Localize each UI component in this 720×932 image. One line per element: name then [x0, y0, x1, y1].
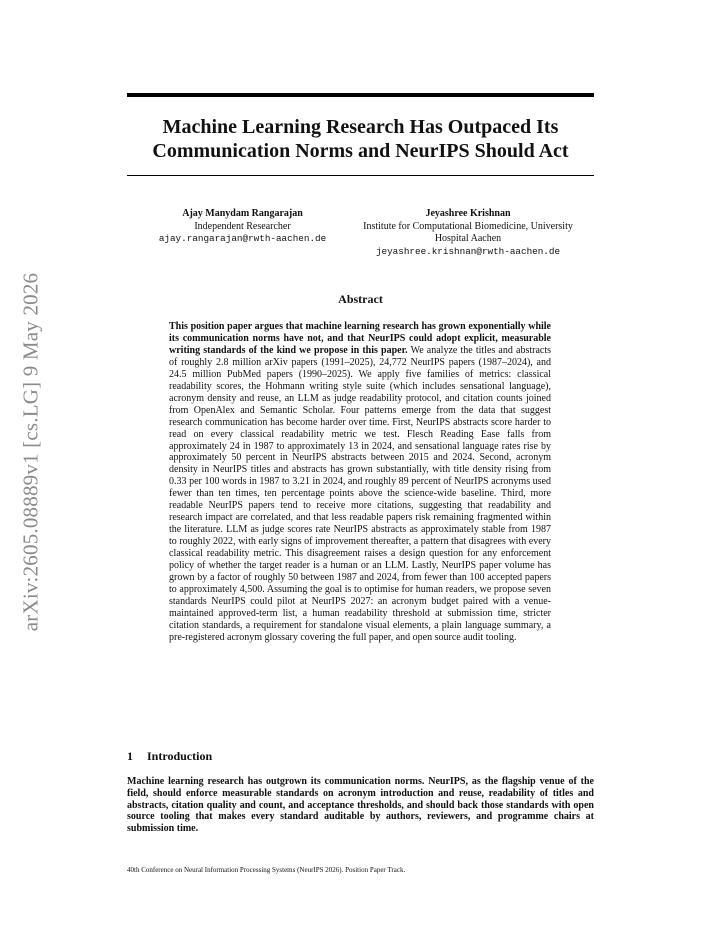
title-top-rule [127, 93, 594, 97]
arxiv-identifier-stamp [16, 262, 46, 642]
author-email[interactable]: jeyashree.krishnan@rwth-aachen.de [375, 245, 561, 257]
section-number: 1 [127, 749, 133, 763]
author-email[interactable]: ajay.rangarajan@rwth-aachen.de [158, 233, 327, 244]
introduction-body: Machine learning research has outgrown its communication norms. NeurIPS, as the flagship venue of the field, should enforce measurable standards on acronym introduction and reuse, readability of titles and abstracts, citation quality and count, and acceptance thresholds, and should back those standards with open source tooling that makes every standard auditable by authors, reviewers, and programme chairs at submission time. [127, 776, 594, 835]
section-heading-introduction [127, 749, 594, 764]
abstract-heading: Abstract [338, 292, 383, 306]
author-block-2 [358, 208, 578, 258]
author-affiliation: Independent Researcher [194, 220, 291, 232]
title-bottom-rule [127, 175, 594, 176]
conference-footnote: 40th Conference on Neural Information Processing Systems (NeurIPS 2026). Position Paper Track. [127, 866, 406, 874]
author-name: Ajay Manydam Rangarajan [182, 208, 303, 219]
arxiv-identifier-text: arXiv:2605.08889v1 [cs.LG] 9 May 2026 [18, 272, 43, 632]
abstract-text: We analyze the titles and abstracts of roughly 2.8 million arXiv papers (1991–2025), 24,772 NeurIPS papers (1987–2024), and 24.5 million PubMed papers (1990–2025). We apply five families of metrics: classical readability scores, the Hohmann writing style suite (which includes sensational language), acronym density and reuse, an LLM as judge readability protocol, and citation counts joined from OpenAlex and Semantic Scholar. Four patterns emerge from the data that suggest research communication has become harder over time. First, NeurIPS abstracts score harder to read on every classical readability metric we test. Flesch Reading Ease falls from approximately 24 in 1987 to approximately 13 in 2024, and sensational language rates rise by approximately 50 percent in NeurIPS abstracts between 2015 and 2024. Second, acronym density in NeurIPS titles and abstracts has grown substantially, with title density rising from 0.33 per 100 words in 1987 to 3.21 in 2024, and roughly 89 percent of NeurIPS acronyms used fewer than ten times, ten percentage points above the science-wide baseline. Third, more readable NeurIPS papers tend to receive more citations, suggesting that readability and research impact are correlated, and that less readable papers risk remaining fragmented within the literature. LLM as judge scores rate NeurIPS abstracts as approximately stable from 1987 to roughly 2022, with early signs of improvement thereafter, a pattern that disagrees with every classical readability metric. This disagreement raises a design question for any enforcement policy of whether the target reader is a human or an LLM. Lastly, NeurIPS paper volume has grown by a factor of roughly 50 between 1987 and 2024, from fewer than 100 accepted papers to approximately 4,500. Assuming the goal is to optimise for human readers, we propose seven standards NeurIPS could pilot at NeurIPS 2027: an acronym budget paired with a venue-maintained approved-term list, a human readability threshold at submission time, stricter citation standards, a requirement for standalone visual elements, a plain language summary, a pre-registered acronym glossary covering the full paper, and open source audit tooling. [169, 344, 551, 643]
section-title: Introduction [147, 749, 213, 763]
abstract-body [169, 321, 551, 644]
author-block-1 [140, 208, 345, 246]
abstract-lead-sentence: This position paper argues that machine learning research has grown exponentially while its communication norms have not, and that NeurIPS could adopt explicit, measurable writing standards of the kind we propose in this paper. [169, 321, 551, 356]
author-affiliation: Institute for Computational Biomedicine, University Hospital Aachen [363, 220, 573, 244]
author-name: Jeyashree Krishnan [425, 208, 511, 219]
paper-title: Machine Learning Research Has Outpaced Its Communication Norms and NeurIPS Should Act [152, 116, 569, 162]
